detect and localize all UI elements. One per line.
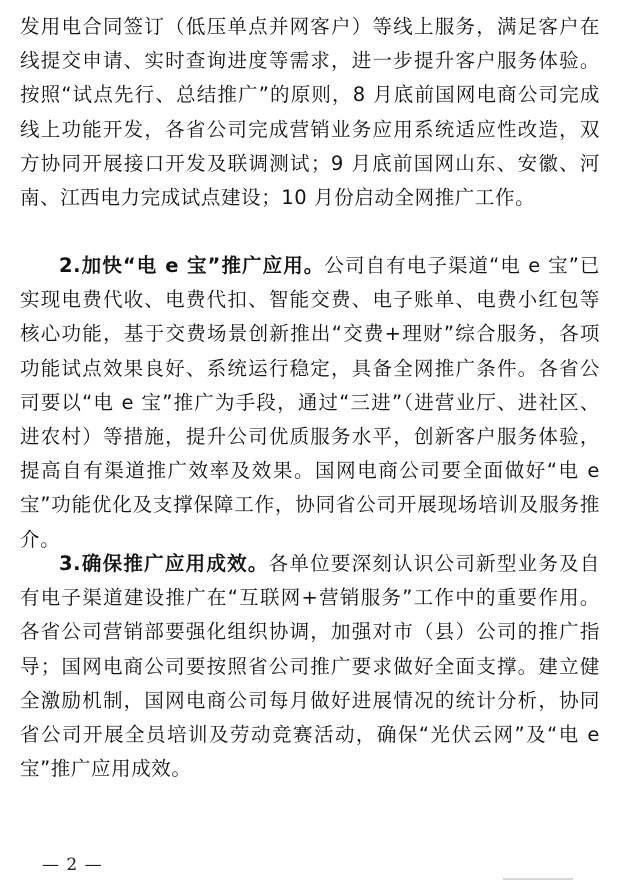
page-number: — 2 — (42, 855, 103, 875)
paragraph-3-body: 各单位要深刻认识公司新型业务及自有电子渠道建设推广在“互联网+营销服务”工作中的重要作用。各省公司营销部要强化组织协调，加强对市（县）公司的推广指导；国网电商公司要按照省公司推广要求做好全面支撑。建立健全激励机制，国网电商公司每月做好进展情况的统计分析，协同省公司开展全员培训及劳动竞赛活动，确保“光伏云网”及“电 e 宝”推广应用成效。 (20, 552, 600, 781)
paragraph-3 (20, 547, 600, 786)
section-heading-2: 2.加快“电 e 宝”推广应用。 (59, 254, 325, 277)
paragraph-1: 发用电合同签订（低压单点并网客户）等线上服务，满足客户在线提交申请、实时查询进度等需求，进一步提升客户服务体验。按照“试点先行、总结推广”的原则，8 月底前国网电商公司完成线上功能开发，各省公司完成营销业务应用系统适应性改造，双方协同开展接口开发及联调测试；9 月底前国网山东、安徽、河南、江西电力完成试点建设；10 月份启动全网推广工作。 (20, 15, 600, 210)
faint-corner-mark (503, 878, 573, 890)
paragraph-2 (20, 249, 600, 557)
section-heading-3: 3.确保推广应用成效。 (59, 552, 269, 575)
paragraph-2-body: 公司自有电子渠道“电 e 宝”已实现电费代收、电费代扣、智能交费、电子账单、电费小红包等核心功能，基于交费场景创新推出“交费+理财”综合服务，各项功能试点效果良好、系统运行稳定，具备全网推广条件。各省公司要以“电 e 宝”推广为手段，通过“三进”（进营业厅、进社区、进农村）等措施，提升公司优质服务水平，创新客户服务体验，提高自有渠道推广效率及效果。国网电商公司要全面做好“电 e 宝”功能优化及支撑保障工作，协同省公司开展现场培训及服务推介。 (20, 254, 600, 551)
